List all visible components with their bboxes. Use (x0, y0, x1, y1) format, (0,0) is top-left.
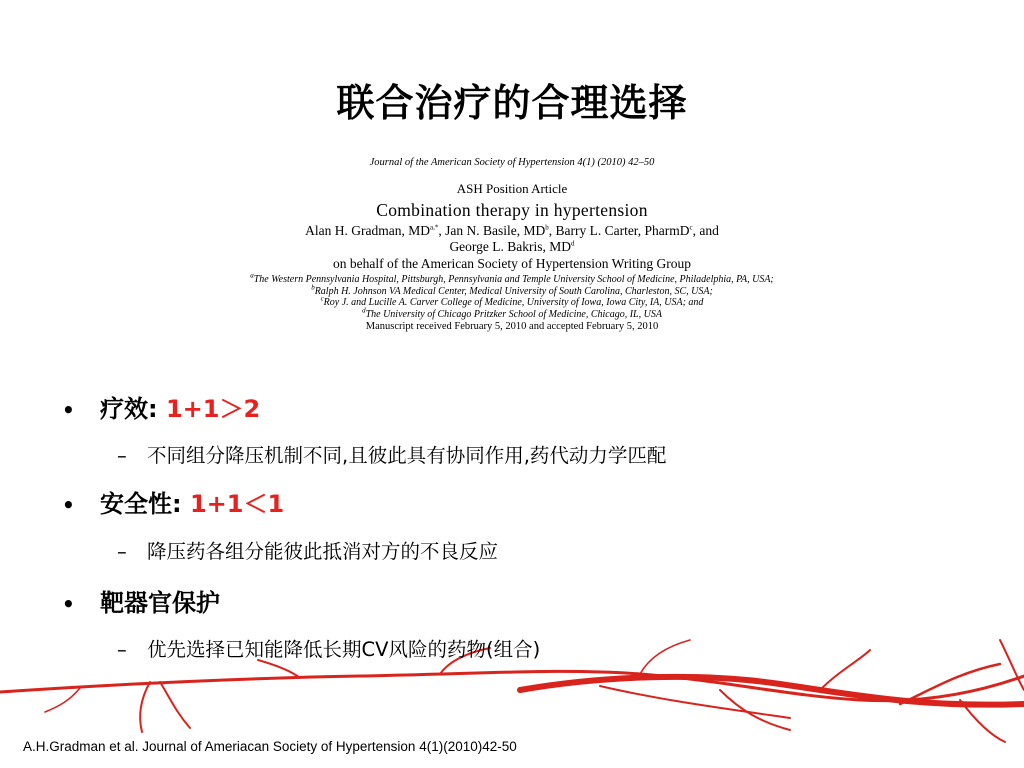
bullet-label: 靶器官保护 (100, 589, 220, 617)
affiliation: $^b$Ralph H. Johnson VA Medical Center, Medical University of South Carolina, Charleston, SC, USA; (311, 283, 713, 297)
bullet-value: 1+1＜1 (189, 490, 285, 518)
affiliation: $^c$Roy J. and Lucille A. Carver College of Medicine, University of Iowa, Iowa City, IA, USA; and (320, 294, 704, 308)
article-type: ASH Position Article (456, 180, 568, 196)
bullet-value: 1+1＞2 (165, 395, 261, 423)
bullet-label: 安全性: (100, 490, 182, 518)
bullet-efficacy (62, 389, 260, 424)
author-line-1: Alan H. Gradman, $MD^{a,*}$, Jan N. Basile, $MD^b$, Barry L. Carter, PharmD$^c$, and (305, 223, 719, 238)
bullet-organ-protection (62, 583, 220, 618)
manuscript-dates: Manuscript received February 5, 2010 and accepted February 5, 2010 (365, 321, 659, 332)
footer-citation: A.H.Gradman et al. Journal of Ameriacan Society of Hypertension 4(1)(2010)42-50 (23, 739, 517, 754)
bullet-label: 疗效: (100, 395, 158, 423)
bullet-marker: • (62, 592, 75, 616)
bullet-marker: • (62, 398, 75, 422)
sub-bullet-safety (117, 536, 498, 564)
journal-citation: Journal of the American Society of Hypertension 4(1) (2010) 42–50 (369, 157, 655, 168)
writing-group: on behalf of the American Society of Hypertension Writing Group (333, 256, 691, 271)
affiliation: $^a$The Western Pennsylvania Hospital, Pittsburgh, Pennsylvania and Temple University School of Medicine, Philadelphia, PA, USA; (250, 271, 774, 285)
bullet-marker: • (62, 493, 75, 517)
sub-bullet-text: 不同组分降压机制不同,且彼此具有协同作用,药代动力学匹配 (147, 444, 667, 467)
dash-marker: – (117, 540, 127, 563)
dash-marker: – (117, 444, 127, 467)
sub-bullet-text: 优先选择已知能降低长期CV风险的药物(组合) (147, 638, 541, 661)
dash-marker: – (117, 638, 127, 661)
affiliation: $^d$The University of Chicago Pritzker School of Medicine, Chicago, IL, USA (362, 306, 662, 320)
sub-bullet-organ-protection (117, 634, 540, 662)
slide-title: 联合治疗的合理选择 (336, 81, 688, 125)
sub-bullet-efficacy (117, 440, 666, 468)
author-line-2: George L. Bakris, $MD^d$ (449, 239, 575, 254)
article-title: Combination therapy in hypertension (376, 199, 648, 220)
sub-bullet-text: 降压药各组分能彼此抵消对方的不良反应 (147, 540, 499, 563)
bullet-safety (62, 484, 284, 519)
